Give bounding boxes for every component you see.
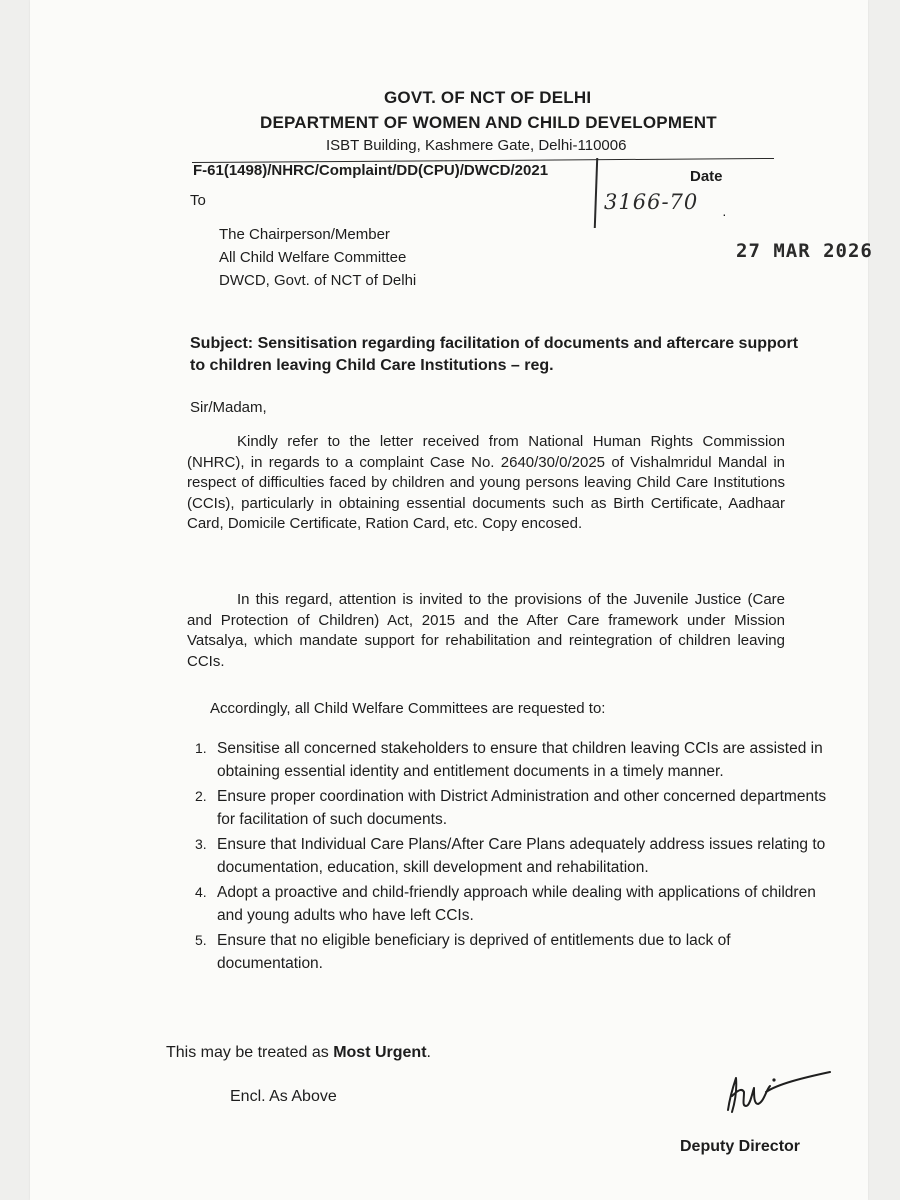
list-item-text: Ensure that Individual Care Plans/After Care Plans adequately address issues relating to documentation, education, skill development and rehabilitation. — [217, 836, 826, 876]
date-stamp: 27 MAR 2026 — [736, 240, 873, 262]
list-item — [195, 929, 835, 975]
subject-line: Subject: Sensitisation regarding facilitation of documents and aftercare support to children leaving Child Care Institutions – reg. — [190, 335, 799, 374]
enclosure-note: Encl. As Above — [230, 1088, 337, 1105]
list-item-number: 3. — [195, 836, 207, 852]
list-item-number: 1. — [195, 740, 207, 756]
addressee-line: All Child Welfare Committee — [219, 249, 407, 266]
letter-page — [30, 0, 873, 1200]
tick-mark: · — [722, 206, 727, 222]
list-item — [195, 737, 835, 783]
file-number: F-61(1498)/NHRC/Complaint/DD(CPU)/DWCD/2021 — [193, 162, 549, 179]
govt-heading: GOVT. OF NCT OF DELHI — [384, 88, 592, 107]
dispatch-number: 3166-70 — [604, 190, 699, 214]
request-intro: Accordingly, all Child Welfare Committees are requested to: — [210, 700, 606, 717]
list-item — [195, 833, 835, 879]
list-item-text: Adopt a proactive and child-friendly approach while dealing with applications of children and young adults who have left CCIs. — [217, 884, 816, 924]
signatory-designation: Deputy Director — [680, 1138, 801, 1155]
urgency-suffix: . — [426, 1044, 431, 1061]
addressee-line: DWCD, Govt. of NCT of Delhi — [219, 272, 417, 289]
body-paragraph: Kindly refer to the letter received from National Human Rights Commission (NHRC), in regards to a complaint Case No. 2640/30/0/2025 of Vishalmridul Mandal in respect of difficulties faced by children and young persons leaving Child Care Institutions (CCIs), particularly in obtaining essential documents such as Birth Certificate, Aadhaar Card, Domicile Certificate, Ration Card, etc. Copy encosed. — [187, 433, 785, 532]
addressee-line: The Chairperson/Member — [219, 226, 390, 243]
to-label: To — [190, 192, 206, 209]
urgency-emphasis: Most Urgent — [333, 1044, 427, 1061]
urgency-note — [166, 1044, 431, 1062]
list-item-text: Ensure that no eligible beneficiary is deprived of entitlements due to lack of documentation. — [217, 932, 731, 972]
salutation: Sir/Madam, — [190, 399, 267, 416]
list-item — [195, 881, 835, 927]
department-heading: DEPARTMENT OF WOMEN AND CHILD DEVELOPMENT — [260, 113, 717, 132]
body-paragraph: In this regard, attention is invited to the provisions of the Juvenile Justice (Care and Protection of Children) Act, 2015 and the After Care framework under Mission Vatsalya, which mandate support for rehabilitation and reintegration of children leaving CCIs. — [187, 591, 785, 670]
date-divider — [594, 158, 598, 228]
request-list — [195, 737, 835, 977]
list-item-number: 4. — [195, 884, 207, 900]
urgency-prefix: This may be treated as — [166, 1044, 334, 1061]
list-item-text: Ensure proper coordination with District Administration and other concerned departments for facilitation of such documents. — [217, 788, 827, 828]
date-label: Date — [690, 168, 723, 185]
list-item-text: Sensitise all concerned stakeholders to ensure that children leaving CCIs are assisted in obtaining essential identity and entitlement documents in a timely manner. — [217, 740, 823, 780]
department-address: ISBT Building, Kashmere Gate, Delhi-110006 — [326, 137, 627, 154]
list-item — [195, 785, 835, 831]
list-item-number: 2. — [195, 788, 207, 804]
list-item-number: 5. — [195, 932, 207, 948]
signature-icon — [720, 1066, 840, 1126]
